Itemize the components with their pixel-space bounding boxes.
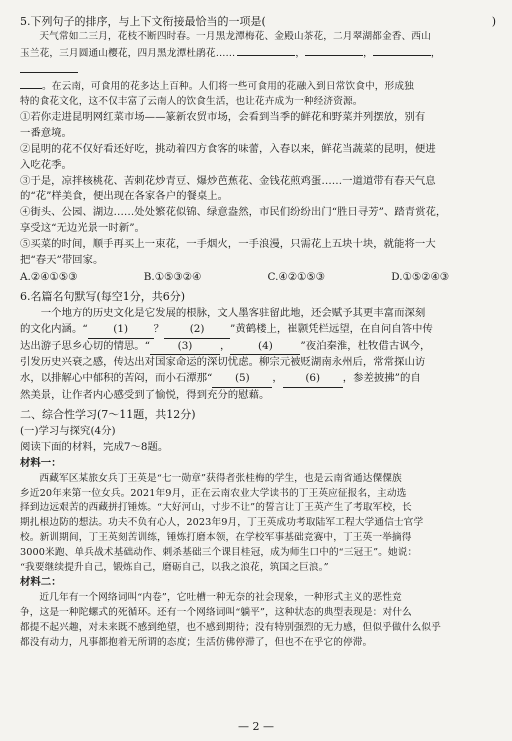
q6-line-6: 然美景，让作者内心感受到了愉悦，得到充分的慰藉。 [20, 389, 270, 402]
q5-sentence-3a: ③于是，凉拌核桃花、苦刺花炒青豆、爆炒芭蕉花、金钱花煎鸡蛋……一道道带有春天气息 [20, 174, 436, 187]
q6-line-3: 达出游子思乡心切的情思。“ (3) ， (4) ”夜泊秦淮，杜牧借古讽今， [20, 339, 496, 356]
q6-line-2: 的文化内涵。“ (1) ？ (2) ”黄鹤楼上，崔颢凭栏远望，在自问自答中传 [20, 322, 496, 339]
q5-passage-3: 。在云南，可食用的花多达上百种。人们将一些可食用的花融入到日常饮食中，形成独 [20, 78, 496, 95]
q6-blank-1[interactable]: (1) [88, 322, 154, 339]
section-2-title: 二、综合性学习(7～11题，共12分) [20, 408, 196, 422]
q5-passage-4: 特的食花文化，这不仅丰富了云南人的饮食生活，也让花卉成为一种经济资源。 [20, 96, 363, 108]
page-number: — 2 — [238, 720, 274, 734]
material-1-line: 择到边远艰苦的西藏拼打锤炼。“大好河山，寸步不让”的誓言让丁王英产生了考取军校，长 [20, 502, 412, 514]
q6-blank-4[interactable]: (4) [230, 339, 300, 356]
material-2-line: 争，这是一种陀螺式的死循环。还有一个网络词叫“躺平”，这种状态的典型表现是：对什么 [20, 607, 412, 619]
material-1-line: “我要继续提升自己，锻炼自己，磨砺自己，以我之浪花，筑国之巨浪。” [20, 561, 329, 573]
q6-title: 6.名篇名句默写(每空1分，共6分) [20, 289, 186, 303]
q5-options [20, 270, 496, 286]
q5-passage-2: 玉兰花，三月圆通山樱花，四月黑龙潭杜鹃花…… ， ， ， [20, 45, 496, 79]
q5-option-c[interactable]: C.④②①⑤③ [267, 270, 325, 283]
q5-sentence-4a: ④街头、公园、湖边……处处繁花似锦、绿意盎然，市民们纷纷出门“胜日寻芳”、踏青赏花， [20, 206, 447, 219]
q5-sentence-3b: 的“花”样美食，便出现在各家各户的餐桌上。 [20, 190, 229, 203]
material-2-line: 都提不起兴趣，对未来既不感到绝望，也不感到期待；没有特别强烈的无力感，但似乎做什么似乎 [20, 621, 441, 633]
q6-line-5: 水，以排解心中郁积的苦闷，而小石潭那“ (5) ， (6) ，参差披拂”的自 [20, 371, 496, 388]
q6-blank-2[interactable]: (2) [164, 322, 230, 339]
material-1-line: 西藏军区某旅女兵丁王英是“七一勋章”获得者张桂梅的学生，也是云南省通达僳僳族 [39, 472, 402, 484]
q6-blank-3[interactable]: (3) [150, 339, 220, 356]
material-2-line: 近几年有一个网络词叫“内卷”，它吐槽一种无奈的社会现象，一种形式主义的恶性竞 [39, 592, 402, 604]
q6-blank-5[interactable]: (5) [212, 371, 272, 388]
material-1-title: 材料一： [20, 456, 62, 469]
section-2-instruction: 阅读下面的材料，完成7～8题。 [20, 441, 169, 454]
q5-sentence-2a: ②昆明的花不仅好看还好吃，挑动着四方食客的味蕾，入春以来，鲜花当蔬菜的昆明，便进 [20, 142, 436, 155]
q5-sentence-5b: 把“春天”带回家。 [20, 254, 104, 267]
material-1-line: 3000米跑、单兵战术基础动作、刺杀基础三个课目桂冠，成为师生口中的“三冠王”。她说： [20, 546, 418, 558]
q6-line-4: 引发历史兴衰之感，传达出对国家命运的深切忧虑。柳宗元被贬湖南永州后，常常探山访 [20, 356, 426, 369]
q5-stem-text: 5.下列句子的排序，与上下文衔接最恰当的一项是( [20, 15, 266, 28]
material-1-line: 期扎根边防的想法。功夫不负有心人，2023年9月，丁王英成功考取陆军工程大学通信士官学 [20, 517, 424, 529]
material-2-title: 材料二： [20, 576, 62, 589]
q5-option-d[interactable]: D.①⑤②④③ [391, 270, 450, 283]
q5-sentence-1b: 一番意境。 [20, 126, 72, 139]
q6-line-1: 一个地方的历史文化是它发展的根脉，文人墨客驻留此地，还会赋予其更丰富而深刻 [40, 306, 426, 319]
q5-sentence-2b: 入吃花季。 [20, 158, 72, 171]
q5-sentence-5a: ⑤买菜的时间，顺手再买上一束花，一手烟火，一手浪漫，只需花上五块十块，就能将一大 [20, 238, 436, 251]
q5-option-a[interactable]: A.②④①⑤③ [20, 270, 78, 283]
q5-sentence-4b: 享受这“无边光景一时新”。 [20, 222, 145, 235]
material-1-line: 校。新训期间，丁王英刻苦训练，锤炼打磨本领，在学校军事基础竞赛中，丁王英一举摘得 [20, 532, 412, 544]
material-2-line: 都没有动力，凡事都抱着无所谓的态度；生活仿佛停滞了，但也不在乎它的停滞。 [20, 636, 373, 648]
q5-passage-1: 天气常如二三月，花枝不断四时春。一月黑龙潭梅花、金殿山茶花，二月翠湖都金香、西山 [39, 30, 431, 42]
q5-stem: 5.下列句子的排序，与上下文衔接最恰当的一项是( ) [20, 15, 496, 28]
section-2-subtitle: (一)学习与探究(4分) [20, 425, 116, 438]
q5-sentence-1a: ①若你走进昆明网红菜市场——篆新农贸市场，会看到当季的鲜花和野菜并列摆放，别有 [20, 110, 426, 123]
q6-blank-6[interactable]: (6) [283, 371, 343, 388]
material-1-line: 乡近20年来第一位女兵。2021年9月，正在云南农业大学读书的丁王英应征报名，主动选 [20, 487, 407, 499]
q5-option-b[interactable]: B.①⑤③②④ [143, 270, 202, 283]
